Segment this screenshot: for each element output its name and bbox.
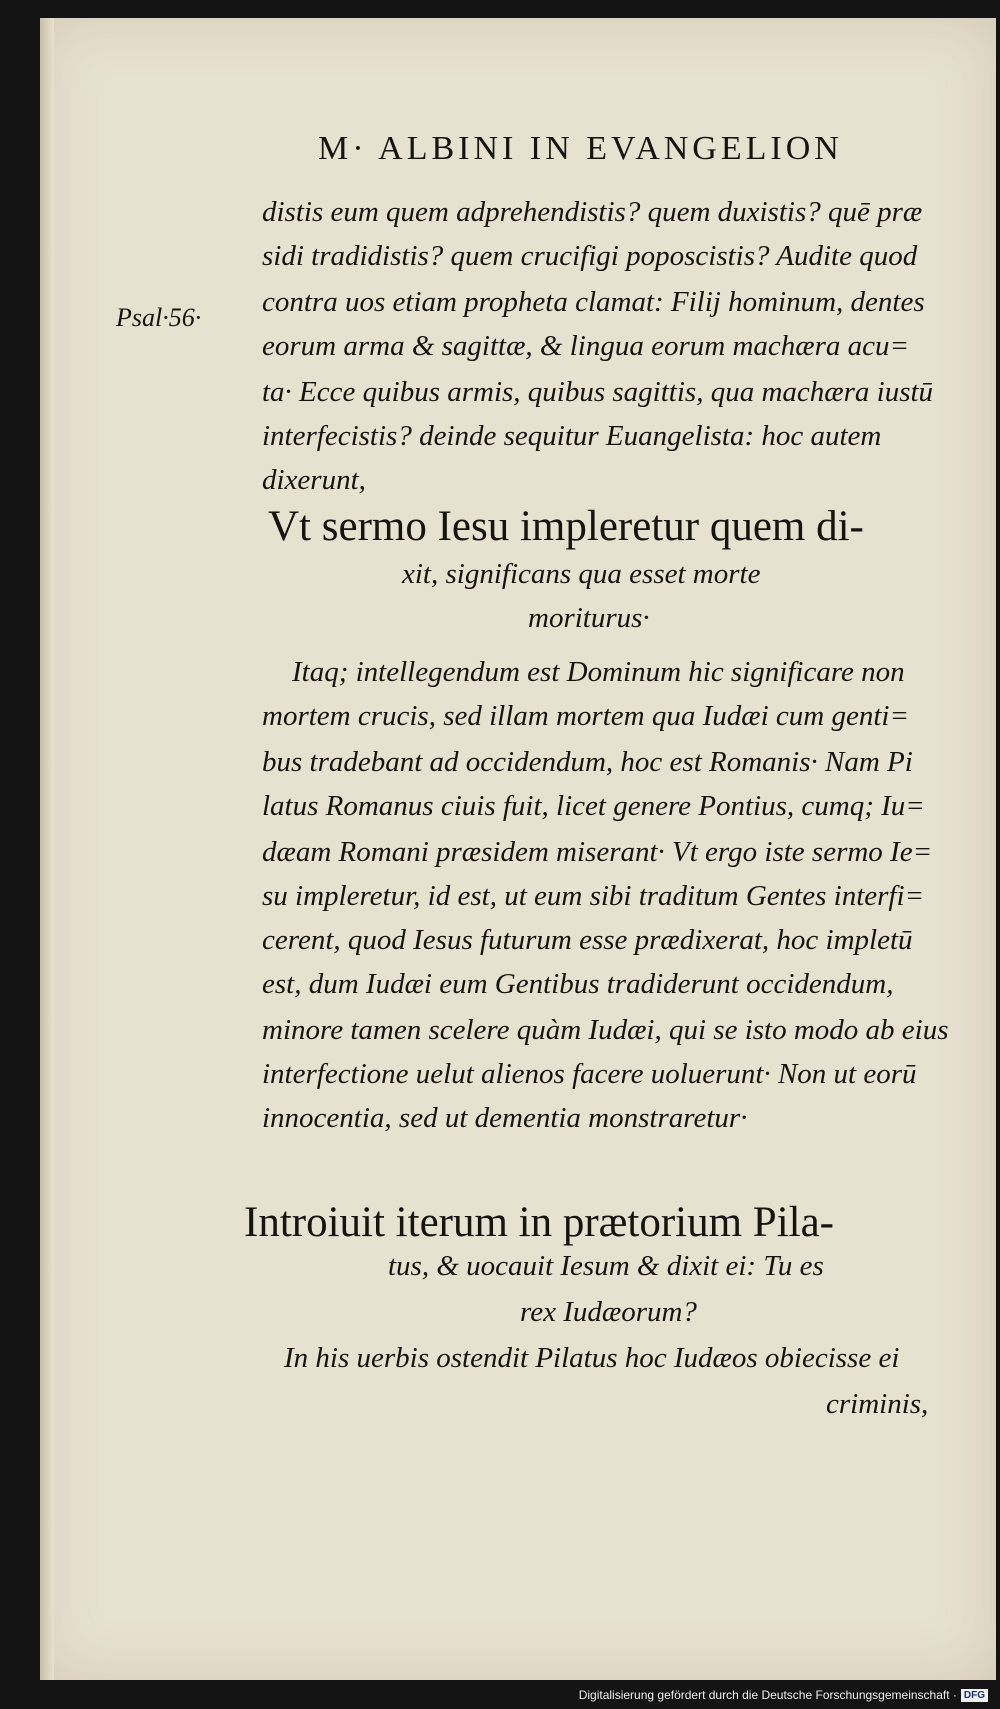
text-line: cerent, quod Iesus futurum esse prædixerat, hoc impletū (262, 924, 913, 956)
text-line: eorum arma & sagittæ, & lingua eorum machæra acu= (262, 330, 910, 362)
lemma-heading: Introiuit iterum in prætorium Pila- (244, 1199, 834, 1246)
text-line: est, dum Iudæi eum Gentibus tradiderunt occidendum, (262, 968, 894, 1000)
book-page (40, 18, 996, 1680)
credit-text: Digitalisierung gefördert durch die Deutsche Forschungsgemeinschaft · (578, 1688, 957, 1702)
text-line: In his uerbis ostendit Pilatus hoc Iudæos obiecisse ei (284, 1342, 900, 1374)
text-line: innocentia, sed ut dementia monstraretur· (262, 1102, 748, 1134)
text-line: dixerunt, (262, 464, 366, 496)
margin-note: Psal·56· (116, 303, 202, 332)
text-line: distis eum quem adprehendistis? quem duxistis? quē præ (262, 196, 923, 228)
text-line: interfecistis? deinde sequitur Euangelista: hoc autem (262, 420, 882, 452)
text-line: latus Romanus ciuis fuit, licet genere Pontius, cumq; Iu= (262, 790, 925, 822)
text-line: sidi tradidistis? quem crucifigi poposcistis? Audite quod (262, 240, 918, 272)
lemma-continuation: moriturus· (528, 602, 650, 634)
text-line: mortem crucis, sed illam mortem qua Iudæi cum genti= (262, 700, 910, 732)
text-line: su impleretur, id est, ut eum sibi traditum Gentes interfi= (262, 880, 925, 912)
lemma-heading: Vt sermo Iesu impleretur quem di- (268, 503, 864, 550)
digitization-credit (579, 1688, 988, 1702)
text-line: minore tamen scelere quàm Iudæi, qui se isto modo ab eius (262, 1014, 949, 1046)
text-line: interfectione uelut alienos facere uoluerunt· Non ut eorū (262, 1058, 917, 1090)
text-line: Itaq; intellegendum est Dominum hic significare non (292, 656, 905, 688)
text-line: dæam Romani præsidem miserant· Vt ergo iste sermo Ie= (262, 836, 933, 868)
page-edge (40, 18, 54, 1680)
text-line: contra uos etiam propheta clamat: Filij hominum, dentes (262, 286, 925, 318)
lemma-continuation: tus, & uocauit Iesum & dixit ei: Tu es (388, 1250, 824, 1282)
lemma-continuation: rex Iudæorum? (520, 1296, 697, 1328)
dfg-logo-icon: DFG (961, 1689, 988, 1702)
text-line: ta· Ecce quibus armis, quibus sagittis, qua machæra iustū (262, 376, 934, 408)
running-title: M· ALBINI IN EVANGELION (318, 130, 843, 167)
text-line: criminis, (826, 1388, 929, 1420)
lemma-continuation: xit, significans qua esset morte (402, 558, 761, 590)
text-line: bus tradebant ad occidendum, hoc est Romanis· Nam Pi (262, 746, 913, 778)
